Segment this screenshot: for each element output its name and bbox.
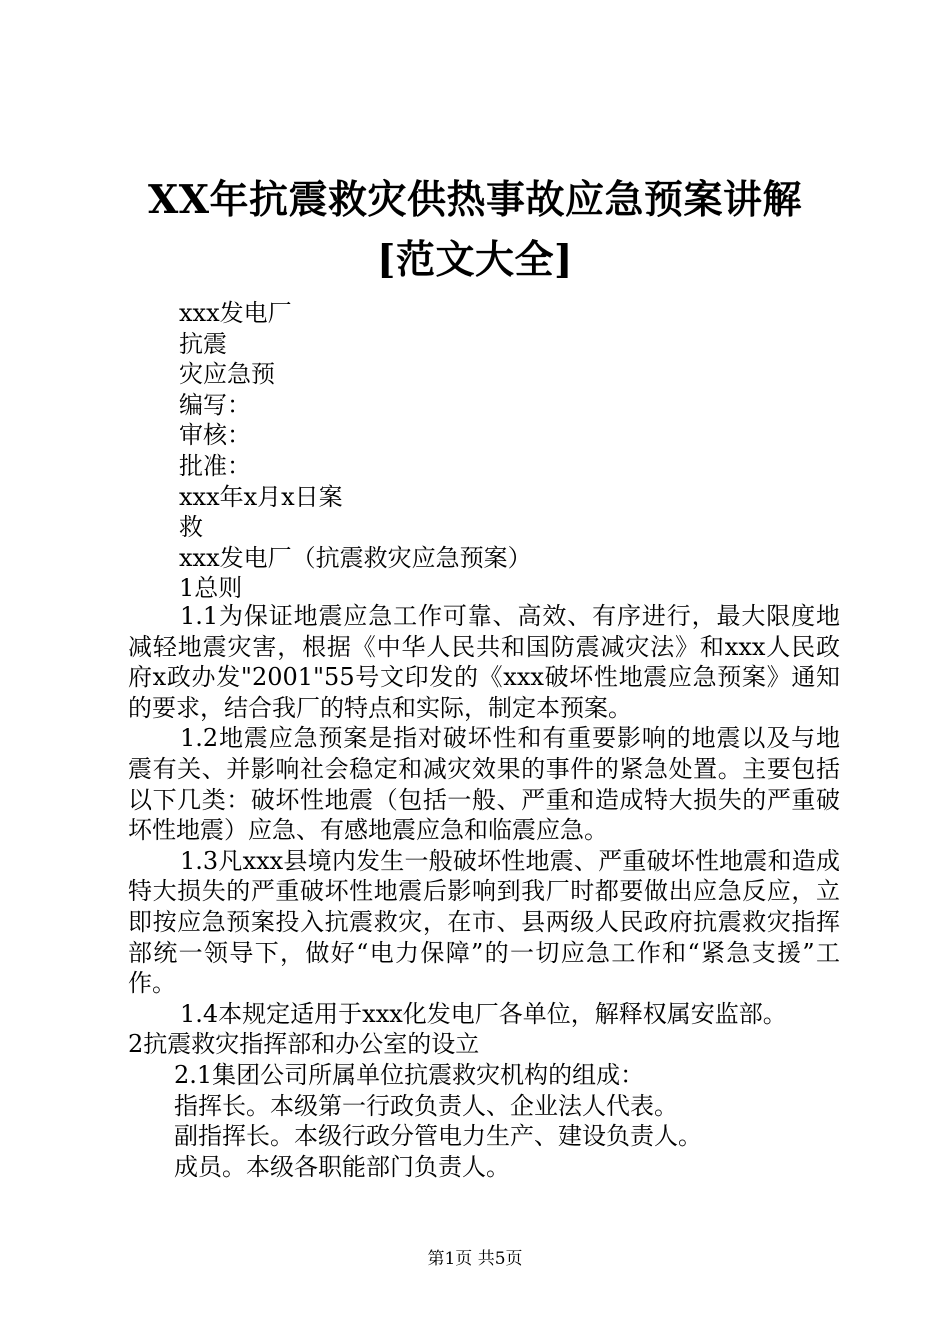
paragraph-members: 成员。本级各职能部门负责人。	[174, 1152, 510, 1181]
section-heading-general: 1总则	[179, 574, 243, 603]
cover-line-subtitle: xxx发电厂（抗震救灾应急预案）	[179, 543, 532, 572]
paragraph-deputy-commander: 副指挥长。本级行政分管电力生产、建设负责人。	[174, 1122, 702, 1151]
paragraph-2-1: 2.1集团公司所属单位抗震救灾机构的组成：	[174, 1060, 645, 1089]
paragraph-1-1: 1.1为保证地震应急工作可靠、高效、有序进行，最大限度地减轻地震灾害，根据《中华人民共和国防震减灾法》和xxx人民政府x政办发"2001"55号文印发的《xxx破坏性地震应急预案》通知的要求，结合我厂的特点和实际，制定本预案。	[128, 602, 840, 722]
cover-line-fragment-1: 抗震	[179, 329, 227, 358]
paragraph-1-2: 1.2地震应急预案是指对破坏性和有重要影响的地震以及与地震有关、并影响社会稳定和减灾效果的事件的紧急处置。主要包括以下几类：破坏性地震（包括一般、严重和造成特大损失的严重破坏性地震）应急、有感地震应急和临震应急。	[128, 724, 840, 845]
paragraph-commander: 指挥长。本级第一行政负责人、企业法人代表。	[174, 1091, 678, 1120]
cover-block	[179, 298, 839, 604]
section-heading-2: 2抗震救灾指挥部和办公室的设立	[128, 1030, 480, 1059]
cover-line-date: xxx年x月x日案	[179, 482, 343, 511]
cover-line-reviewer: 审核：	[179, 421, 251, 450]
cover-line-author: 编写：	[179, 390, 251, 419]
cover-line-approver: 批准：	[179, 451, 251, 480]
cover-line-fragment-3: 救	[179, 513, 203, 542]
cover-line-fragment-2: 灾应急预	[179, 360, 275, 389]
document-title: XX年抗震救灾供热事故应急预案讲解[范文大全]	[147, 177, 803, 283]
document-body	[128, 601, 840, 1182]
cover-line-plant: xxx发电厂	[179, 299, 292, 327]
paragraph-1-4: 1.4本规定适用于xxx化发电厂各单位，解释权属安监部。	[180, 999, 787, 1028]
page-footer: 第1页 共5页	[427, 1249, 523, 1269]
paragraph-1-3: 1.3凡xxx县境内发生一般破坏性地震、严重破坏性地震和造成特大损失的严重破坏性地震后影响到我厂时都要做出应急反应，立即按应急预案投入抗震救灾，在市、县两级人民政府抗震救灾指挥部统一领导下，做好“电力保障”的一切应急工作和“紧急支援”工作。	[128, 846, 840, 998]
